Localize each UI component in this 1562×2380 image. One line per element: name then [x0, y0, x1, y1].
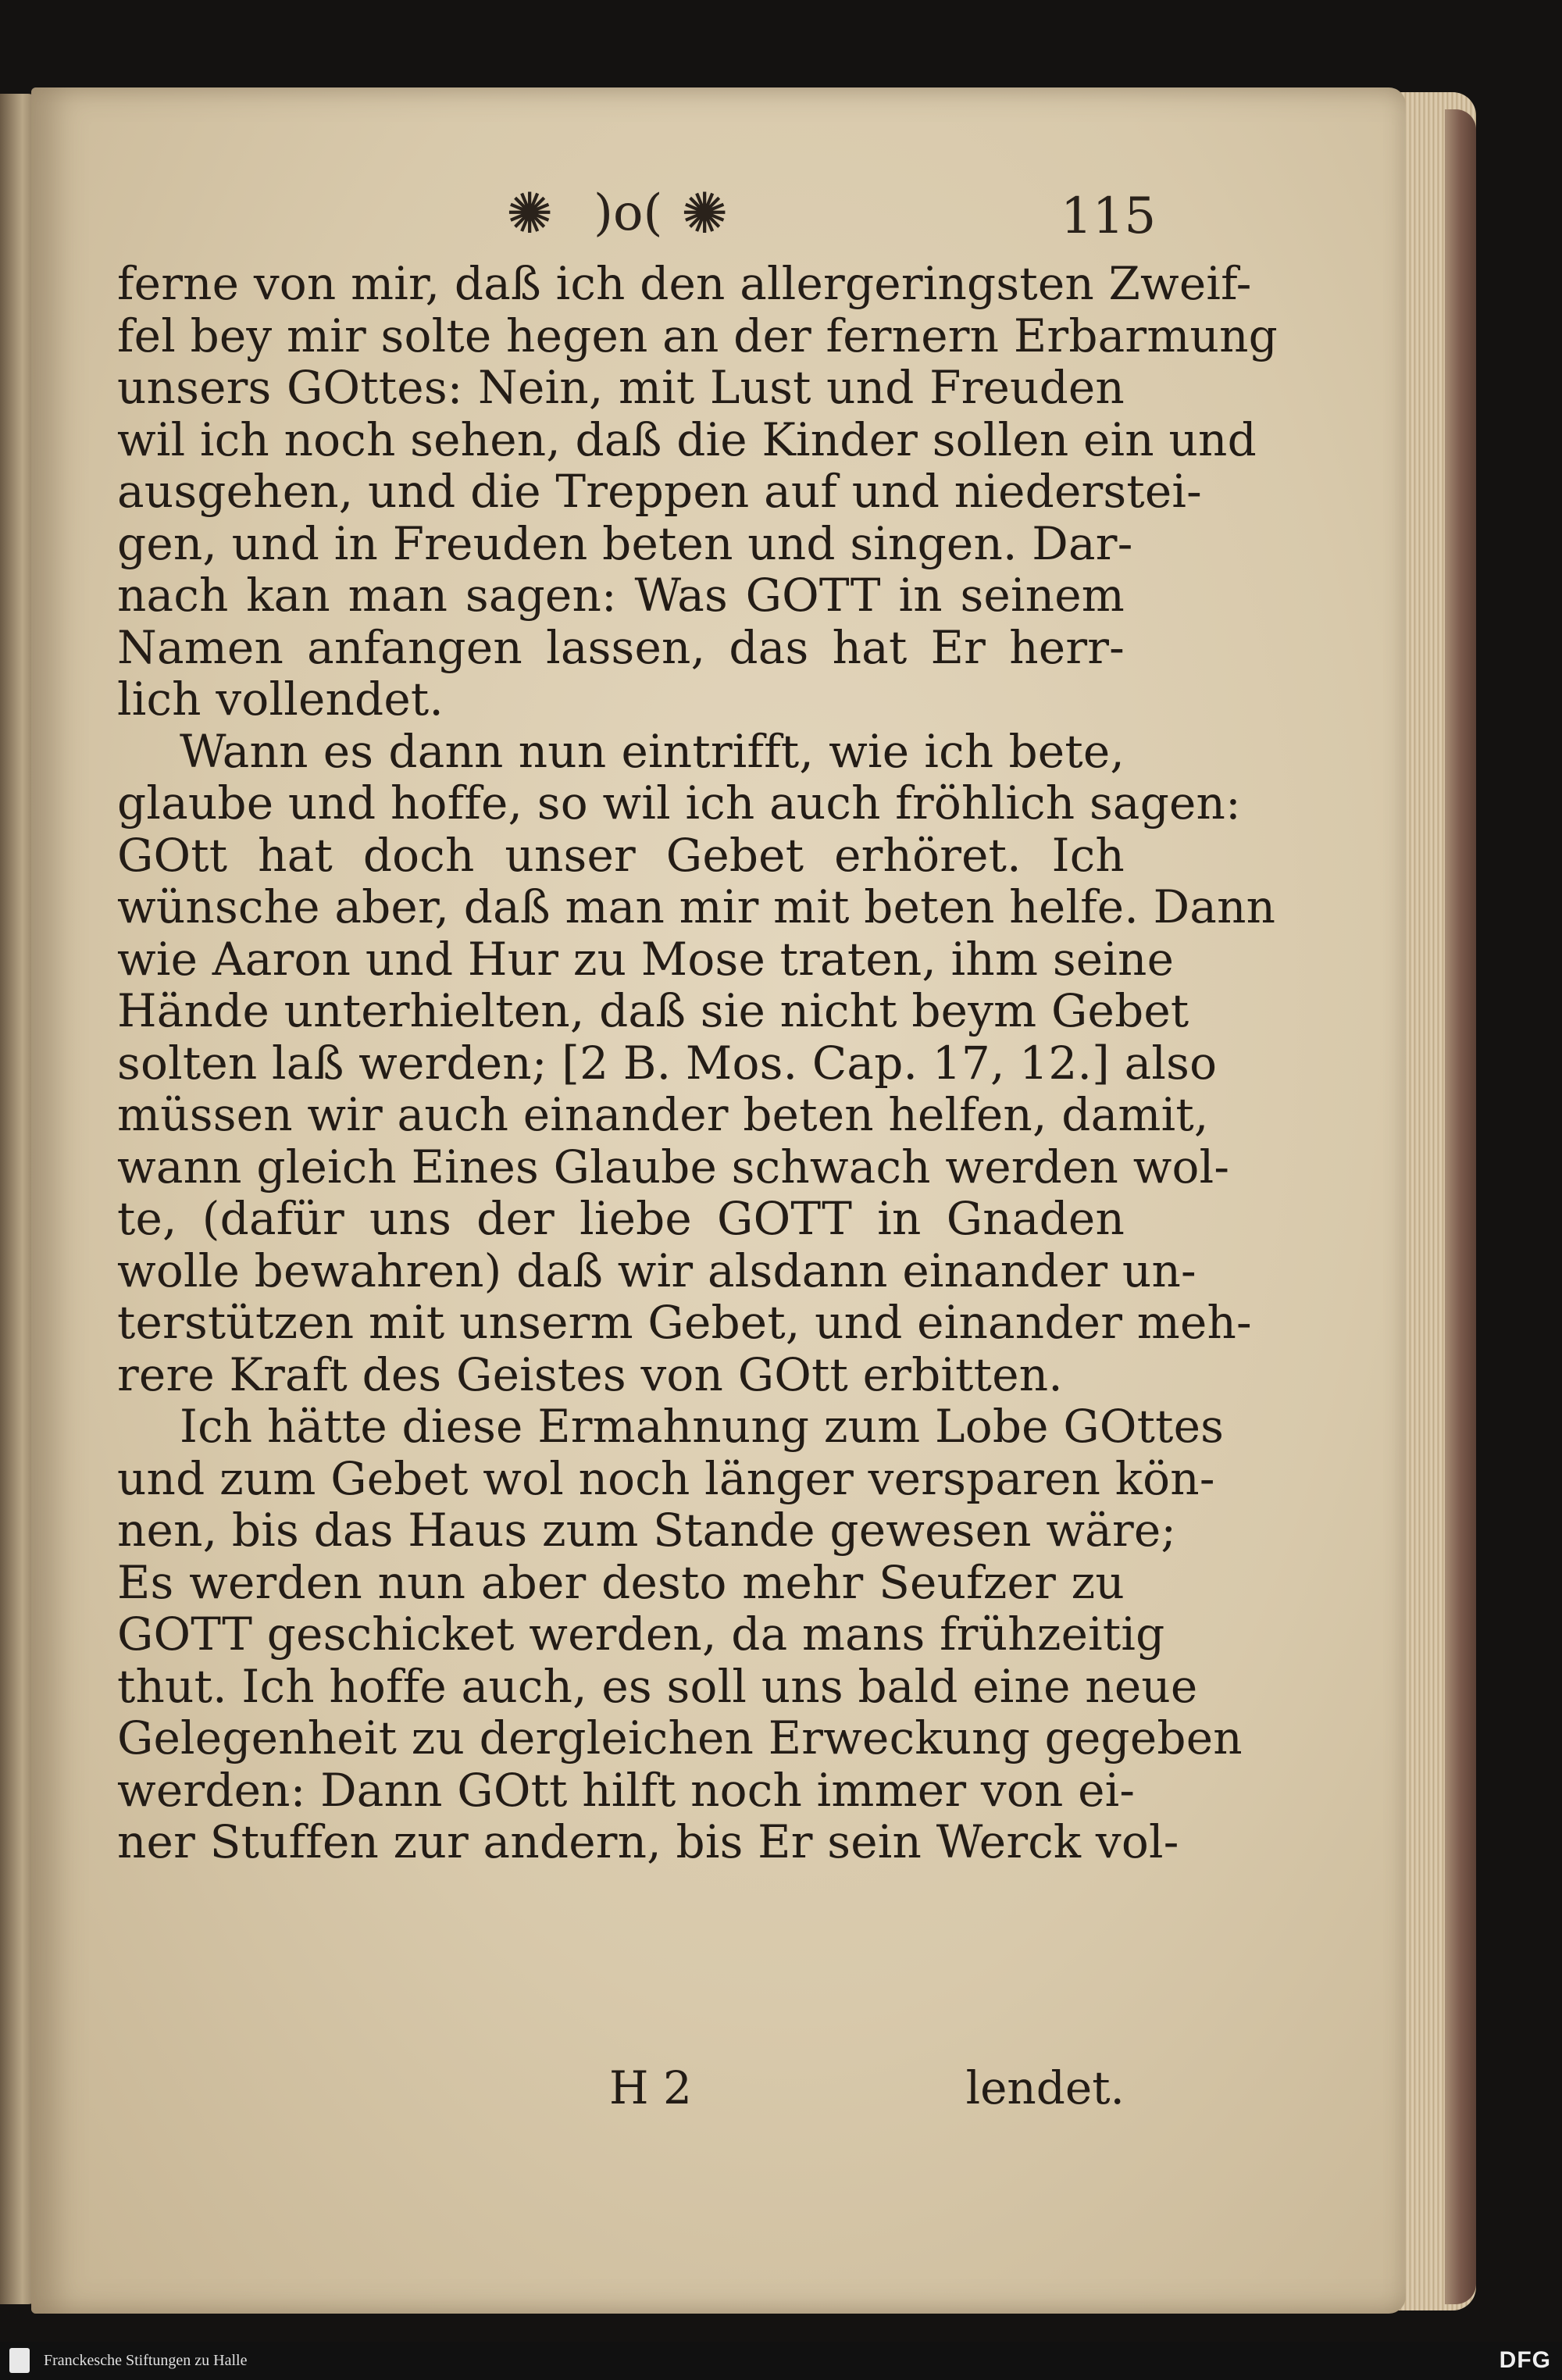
body-text: [117, 257, 1278, 1868]
text-line: wolle bewahren) daß wir alsdann einander un-: [117, 1244, 1196, 1297]
viewer-bottom-bar: [0, 2342, 1562, 2380]
text-line: nen, bis das Haus zum Stande gewesen wäre;: [117, 1504, 1177, 1557]
text-line: nach kan man sagen: Was GOTT in seinem: [117, 569, 1125, 622]
text-line: GOtt hat doch unser Gebet erhöret. Ich: [117, 828, 1125, 882]
text-line: Wann es dann nun eintrifft, wie ich bete,: [180, 724, 1125, 778]
catchword: lendet.: [965, 2061, 1125, 2114]
text-line: Gelegenheit zu dergleichen Erweckung gegeben: [117, 1711, 1243, 1764]
text-line: wil ich noch sehen, daß die Kinder sollen ein und: [117, 412, 1257, 466]
text-line: ner Stuffen zur andern, bis Er sein Werck vol-: [117, 1815, 1179, 1868]
page-number: 115: [1061, 187, 1157, 245]
text-line: ferne von mir, daß ich den allergeringsten Zweif-: [117, 257, 1252, 310]
text-line: und zum Gebet wol noch länger versparen kön-: [117, 1451, 1215, 1505]
text-line: solten laß werden; [2 B. Mos. Cap. 17, 12.] also: [117, 1036, 1218, 1090]
ornament-right-icon: ✺: [681, 180, 729, 246]
text-line: fel bey mir solte hegen an der fernern Erbarmung: [117, 309, 1278, 362]
institution-name: Franckesche Stiftungen zu Halle: [44, 2352, 248, 2369]
text-line: Hände unterhielten, daß sie nicht beym Gebet: [117, 984, 1189, 1037]
text-line: thut. Ich hoffe auch, es soll uns bald eine neue: [117, 1659, 1198, 1713]
ornament-mid: )o(: [594, 184, 663, 242]
text-line: müssen wir auch einander beten helfen, damit,: [117, 1088, 1209, 1141]
text-line: Ich hätte diese Ermahnung zum Lobe GOttes: [180, 1400, 1225, 1453]
text-line: gen, und in Freuden beten und singen. Dar-: [117, 516, 1133, 570]
text-line: Namen anfangen lassen, das hat Er herr-: [117, 620, 1125, 674]
book-cover-edge: [1445, 109, 1476, 2304]
page-header: [0, 178, 1562, 248]
page-footer: [117, 2061, 1125, 2115]
text-line: GOTT geschicket werden, da mans frühzeitig: [117, 1607, 1165, 1661]
text-line: te, (dafür uns der liebe GOTT in Gnaden: [117, 1192, 1125, 1245]
institution-logo-icon: [9, 2348, 30, 2373]
text-line: wann gleich Eines Glaube schwach werden wol-: [117, 1140, 1230, 1194]
dfg-logo: DFG: [1499, 2347, 1551, 2373]
text-line: wünsche aber, daß man mir mit beten helfe. Dann: [117, 880, 1276, 933]
text-line: wie Aaron und Hur zu Mose traten, ihm seine: [117, 932, 1175, 986]
text-line: unsers GOttes: Nein, mit Lust und Freuden: [117, 361, 1125, 414]
ornament-left-icon: ✺: [506, 180, 554, 246]
text-line: lich vollendet.: [117, 673, 444, 726]
text-line: rere Kraft des Geistes von GOtt erbitten.: [117, 1347, 1063, 1401]
signature-mark: H 2: [609, 2061, 692, 2114]
text-line: Es werden nun aber desto mehr Seufzer zu: [117, 1555, 1125, 1609]
text-line: terstützen mit unserm Gebet, und einander meh-: [117, 1296, 1252, 1349]
text-line: ausgehen, und die Treppen auf und niederstei-: [117, 465, 1202, 518]
text-line: werden: Dann GOtt hilft noch immer von ei-: [117, 1763, 1136, 1817]
text-line: glaube und hoffe, so wil ich auch fröhlich sagen:: [117, 776, 1241, 830]
